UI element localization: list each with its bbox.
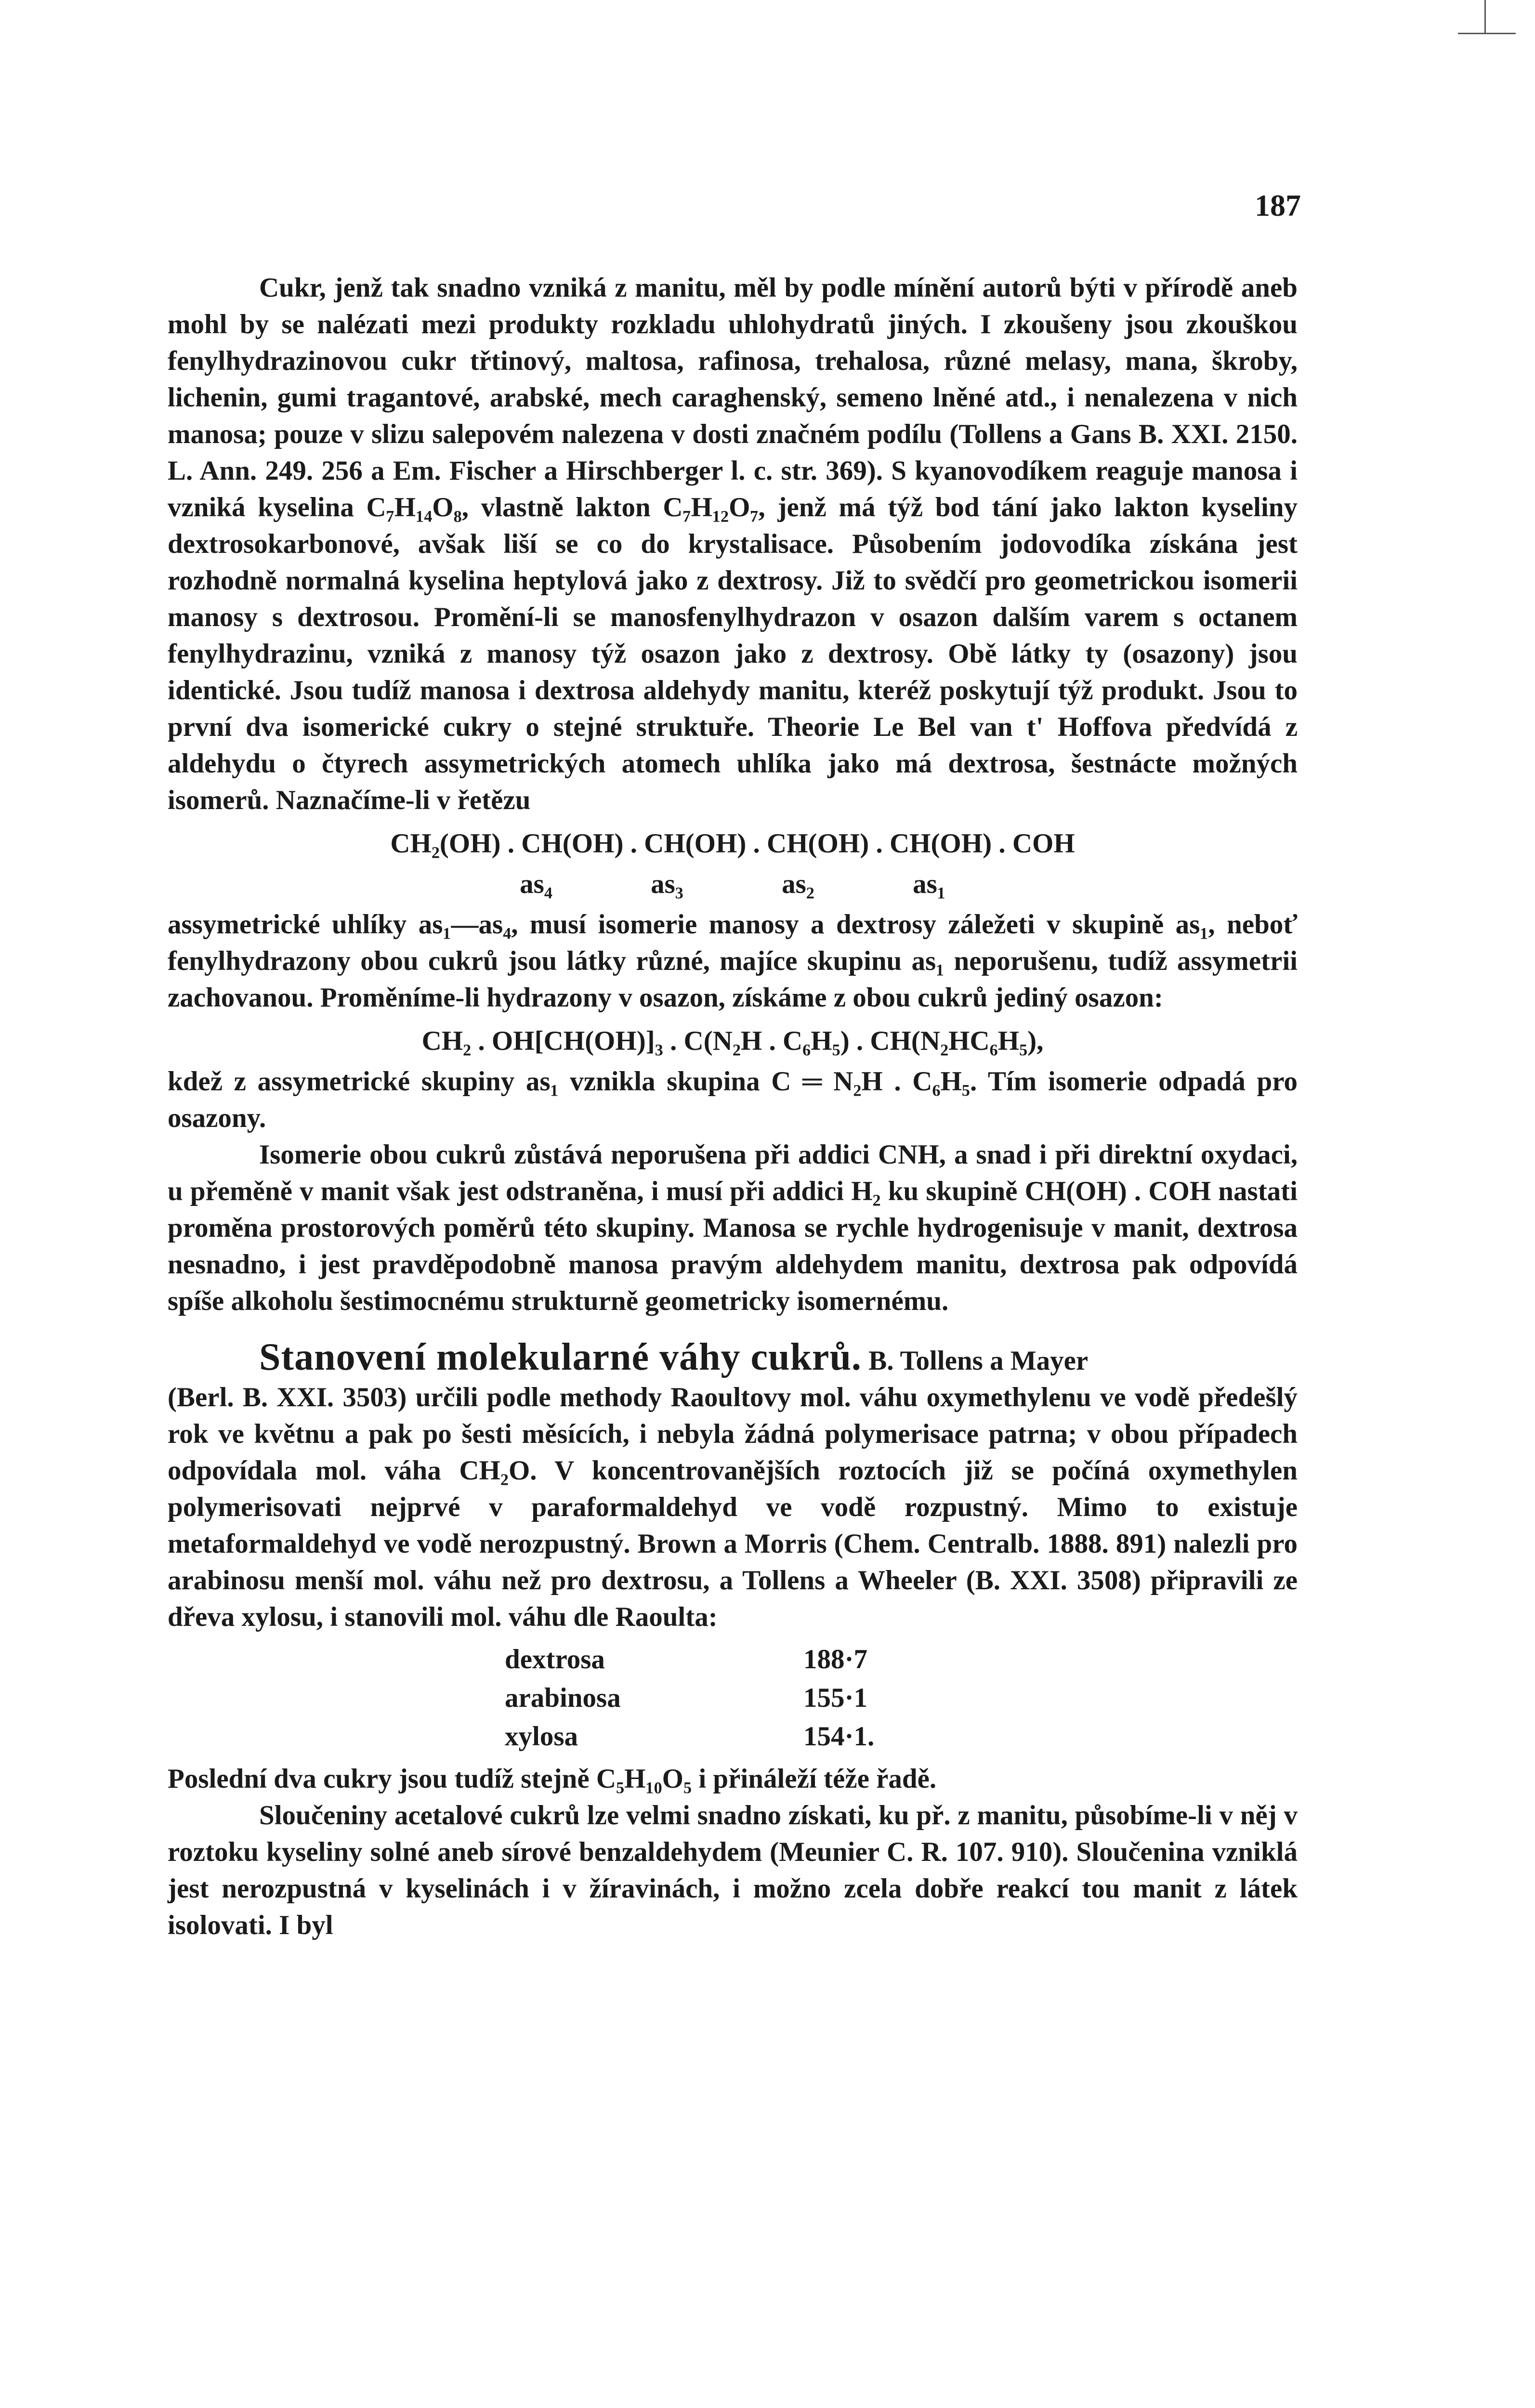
paragraph-osazon-group: kdež z assymetrické skupiny as₁ vznikla skupina C ═ N₂H . C₆H₅. Tím isomerie odpadá pro osazony.: [168, 1066, 1298, 1133]
paragraph-acetal-compounds: Sloučeniny acetalové cukrů lze velmi snadno získati, ku př. z manitu, působíme-li v něj v roztoku kyseliny solné aneb sírové benzaldehydem (Meunier C. R. 107. 910). Sloučenina vzniklá jest nerozpustná v kyselinách i v žíravinách, i možno zcela dobře reakcí tou manit z látek isolovati. I byl: [168, 1800, 1298, 1940]
paragraph-same-series: Poslední dva cukry jsou tudíž stejně C₅H₁₀O₅ i přináleží téže řadě.: [168, 1764, 937, 1794]
formula-chain: CH₂(OH) . CH(OH) . CH(OH) . CH(OH) . CH(OH) . COH: [390, 828, 1075, 859]
sugar-name: dextrosa: [505, 1644, 605, 1675]
table-row: [505, 1717, 986, 1756]
sugar-name: arabinosa: [505, 1683, 621, 1713]
table-row: [505, 1640, 986, 1679]
scan-corner-mark: [1458, 19, 1516, 34]
table-row: [505, 1679, 986, 1717]
heading-authors: B. Tollens a Mayer: [861, 1346, 1089, 1376]
sugar-name: xylosa: [505, 1721, 578, 1752]
page-body: [168, 270, 1298, 1944]
section-heading-line: [168, 1336, 1298, 1379]
paragraph-assymetric-carbons: assymetrické uhlíky as₁—as₄, musí isomerie manosy a dextrosy záležeti v skupině as₁, neboť fenylhydrazony obou cukrů jsou látky různé, majíce skupinu as₁ neporušenu, tudíž assymetrii zachovanou. Proměníme-li hydrazony v osazon, získáme z obou cukrů jediný osazon:: [168, 909, 1298, 1013]
sugar-weight: 154·1.: [803, 1721, 875, 1752]
sugar-weight: 188·7: [803, 1644, 868, 1675]
section-heading: Stanovení molekularné váhy cukrů.: [259, 1336, 862, 1378]
formula-chain-labels: as₄ as₃ as₂ as₁: [520, 869, 945, 899]
sugar-weight: 155·1: [803, 1683, 868, 1713]
mol-weight-table: [505, 1640, 986, 1756]
paragraph-manosa-origin: Cukr, jenž tak snadno vzniká z manitu, měl by podle mínění autorů býti v přírodě aneb mohl by se nalézati mezi produkty rozkladu uhlohydratů jiných. I zkoušeny jsou zkouškou fenylhydrazinovou cukr třtinový, maltosa, rafinosa, trehalosa, různé melasy, mana, škroby, lichenin, gumi tragantové, arabské, mech caraghenský, semeno lněné atd., i nenalezena v nich manosa; pouze v slizu salepovém nalezena v dosti značném podílu (Tollens a Gans B. XXI. 2150. L. Ann. 249. 256 a Em. Fischer a Hirschberger l. c. str. 369). S kyanovodíkem reaguje manosa i vzniká kyselina C₇H₁₄O₈, vlastně lakton C₇H₁₂O₇, jenž má týž bod tání jako lakton kyseliny dextrosokarbonové, avšak liší se co do krystalisace. Působením jodovodíka získána jest rozhodně normalná kyselina heptylová jako z dextrosy. Již to svědčí pro geometrickou isomerii manosy s dextrosou. Promění-li se manosfenylhydrazon v osazon dalším varem s octanem fenylhydrazinu, vzniká z manosy týž osazon jako z dextrosy. Obě látky ty (osazony) jsou identické. Jsou tudíž manosa i dextrosa aldehydy manitu, kteréž poskytují týž produkt. Jsou to první dva isomerické cukry o stejné struktuře. Theorie Le Bel van t' Hoffova předvídá z aldehydu o čtyrech assymetrických atomech uhlíka jako má dextrosa, šestnácte možných isomerů. Naznačíme-li v řetězu: [168, 273, 1298, 815]
paragraph-isomerie: Isomerie obou cukrů zůstává neporušena při addici CNH, a snad i při direktní oxydaci, u přeměně v manit však jest odstraněna, i musí při addici H₂ ku skupině CH(OH) . COH nastati proměna prostorových poměrů této skupiny. Manosa se rychle hydrogenisuje v manit, dextrosa nesnadno, i jest pravděpodobně manosa pravým aldehydem manitu, dextrosa pak odpovídá spíše alkoholu šestimocnému strukturně geometricky isomernému.: [168, 1139, 1298, 1316]
formula-osazon: CH₂ . OH[CH(OH)]₃ . C(N₂H . C₆H₅) . CH(N₂HC₆H₅),: [421, 1026, 1044, 1056]
paragraph-molecular-weight: (Berl. B. XXI. 3503) určili podle methody Raoultovy mol. váhu oxymethylenu ve vodě předešlý rok ve květnu a pak po šesti měsících, i nebyla žádná polymerisace patrna; v obou případech odpovídala mol. váha CH₂O. V koncentrovanějších roztocích již se počíná oxymethylen polymerisovati nejprvé v paraformaldehyd ve vodě rozpustný. Mimo to existuje metaformaldehyd ve vodě nerozpustný. Brown a Morris (Chem. Centralb. 1888. 891) nalezli pro arabinosu menší mol. váhu než pro dextrosu, a Tollens a Wheeler (B. XXI. 3508) připravili ze dřeva xylosu, i stanovili mol. váhu dle Raoulta:: [168, 1382, 1298, 1632]
page-number: 187: [1255, 188, 1301, 222]
